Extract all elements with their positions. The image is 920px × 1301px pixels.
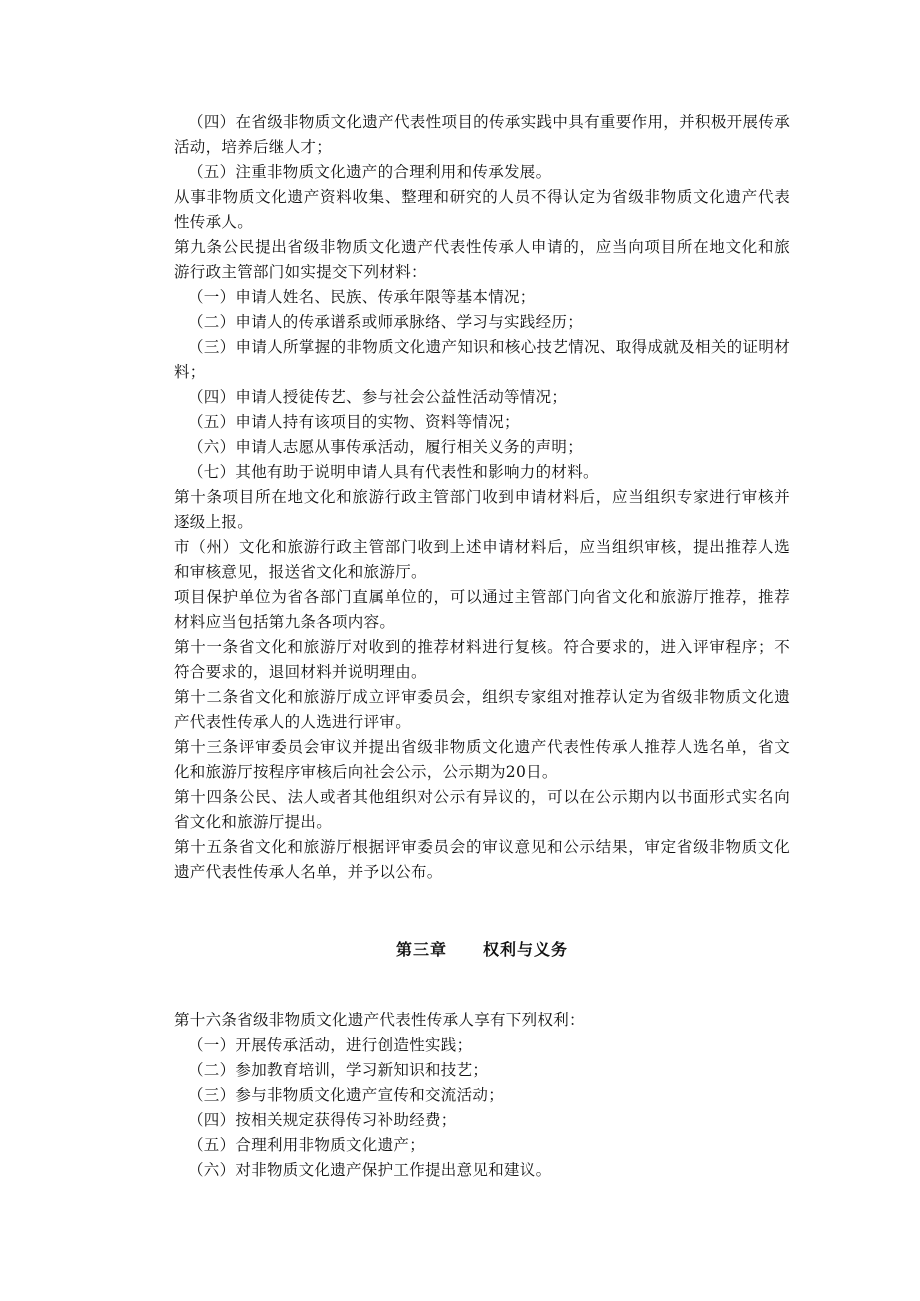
paragraph: 第十五条省文化和旅游厅根据评审委员会的审议意见和公示结果，审定省级非物质文化遗产代表性传承人名单，并予以公布。 bbox=[174, 838, 790, 881]
paragraph: 第十一条省文化和旅游厅对收到的推荐材料进行复核。符合要求的，进入评审程序；不符合要求的，退回材料并说明理由。 bbox=[174, 638, 790, 681]
document-page bbox=[174, 110, 790, 1183]
paragraph: 从事非物质文化遗产资料收集、整理和研究的人员不得认定为省级非物质文化遗产代表性传承人。 bbox=[174, 188, 790, 231]
paragraph: 市（州）文化和旅游行政主管部门收到上述申请材料后，应当组织审核，提出推荐人选和审核意见，报送省文化和旅游厅。 bbox=[174, 538, 790, 581]
paragraph: 第十条项目所在地文化和旅游行政主管部门收到申请材料后，应当组织专家进行审核并逐级上报。 bbox=[174, 488, 790, 531]
paragraph: 第十四条公民、法人或者其他组织对公示有异议的，可以在公示期内以书面形式实名向省文化和旅游厅提出。 bbox=[174, 788, 790, 831]
list-item: （四）按相关规定获得传习补助经费； bbox=[188, 1111, 457, 1129]
paragraph: （三）申请人所掌握的非物质文化遗产知识和核心技艺情况、取得成就及相关的证明材料； bbox=[174, 338, 790, 381]
chapter-heading bbox=[174, 937, 790, 960]
paragraph: 第九条公民提出省级非物质文化遗产代表性传承人申请的，应当向项目所在地文化和旅游行政主管部门如实提交下列材料： bbox=[174, 238, 790, 281]
paragraph: （四）申请人授徒传艺、参与社会公益性活动等情况； bbox=[188, 388, 568, 406]
paragraph: 第十二条省文化和旅游厅成立评审委员会，组织专家组对推荐认定为省级非物质文化遗产代表性传承人的人选进行评审。 bbox=[174, 688, 790, 731]
list-item: （六）对非物质文化遗产保护工作提出意见和建议。 bbox=[188, 1161, 552, 1179]
list-item: （一）开展传承活动，进行创造性实践； bbox=[188, 1036, 473, 1054]
paragraph: （五）注重非物质文化遗产的合理利用和传承发展。 bbox=[188, 163, 552, 181]
bottom-section bbox=[174, 1008, 790, 1183]
paragraph: （五）申请人持有该项目的实物、资料等情况； bbox=[188, 413, 520, 431]
paragraph: （六）申请人志愿从事传承活动，履行相关义务的声明； bbox=[188, 438, 584, 456]
chapter-number: 第三章 bbox=[395, 940, 447, 959]
list-item: （五）合理利用非物质文化遗产； bbox=[188, 1136, 426, 1154]
paragraph: 第十六条省级非物质文化遗产代表性传承人享有下列权利： bbox=[174, 1011, 585, 1029]
list-item: （三）参与非物质文化遗产宣传和交流活动； bbox=[188, 1086, 505, 1104]
paragraph: （二）申请人的传承谱系或师承脉络、学习与实践经历； bbox=[188, 313, 584, 331]
paragraph: （一）申请人姓名、民族、传承年限等基本情况； bbox=[188, 288, 536, 306]
paragraph: 第十三条评审委员会审议并提出省级非物质文化遗产代表性传承人推荐人选名单，省文化和旅游厅按程序审核后向社会公示，公示期为20日。 bbox=[174, 738, 790, 781]
paragraph: （七）其他有助于说明申请人具有代表性和影响力的材料。 bbox=[188, 463, 599, 481]
list-item: （二）参加教育培训，学习新知识和技艺； bbox=[188, 1061, 489, 1079]
paragraph: （四）在省级非物质文化遗产代表性项目的传承实践中具有重要作用，并积极开展传承活动，培养后继人才； bbox=[174, 113, 790, 156]
chapter-title: 权利与义务 bbox=[483, 940, 569, 959]
paragraph: 项目保护单位为省各部门直属单位的，可以通过主管部门向省文化和旅游厅推荐，推荐材料应当包括第九条各项内容。 bbox=[174, 588, 790, 631]
top-section bbox=[174, 110, 790, 885]
